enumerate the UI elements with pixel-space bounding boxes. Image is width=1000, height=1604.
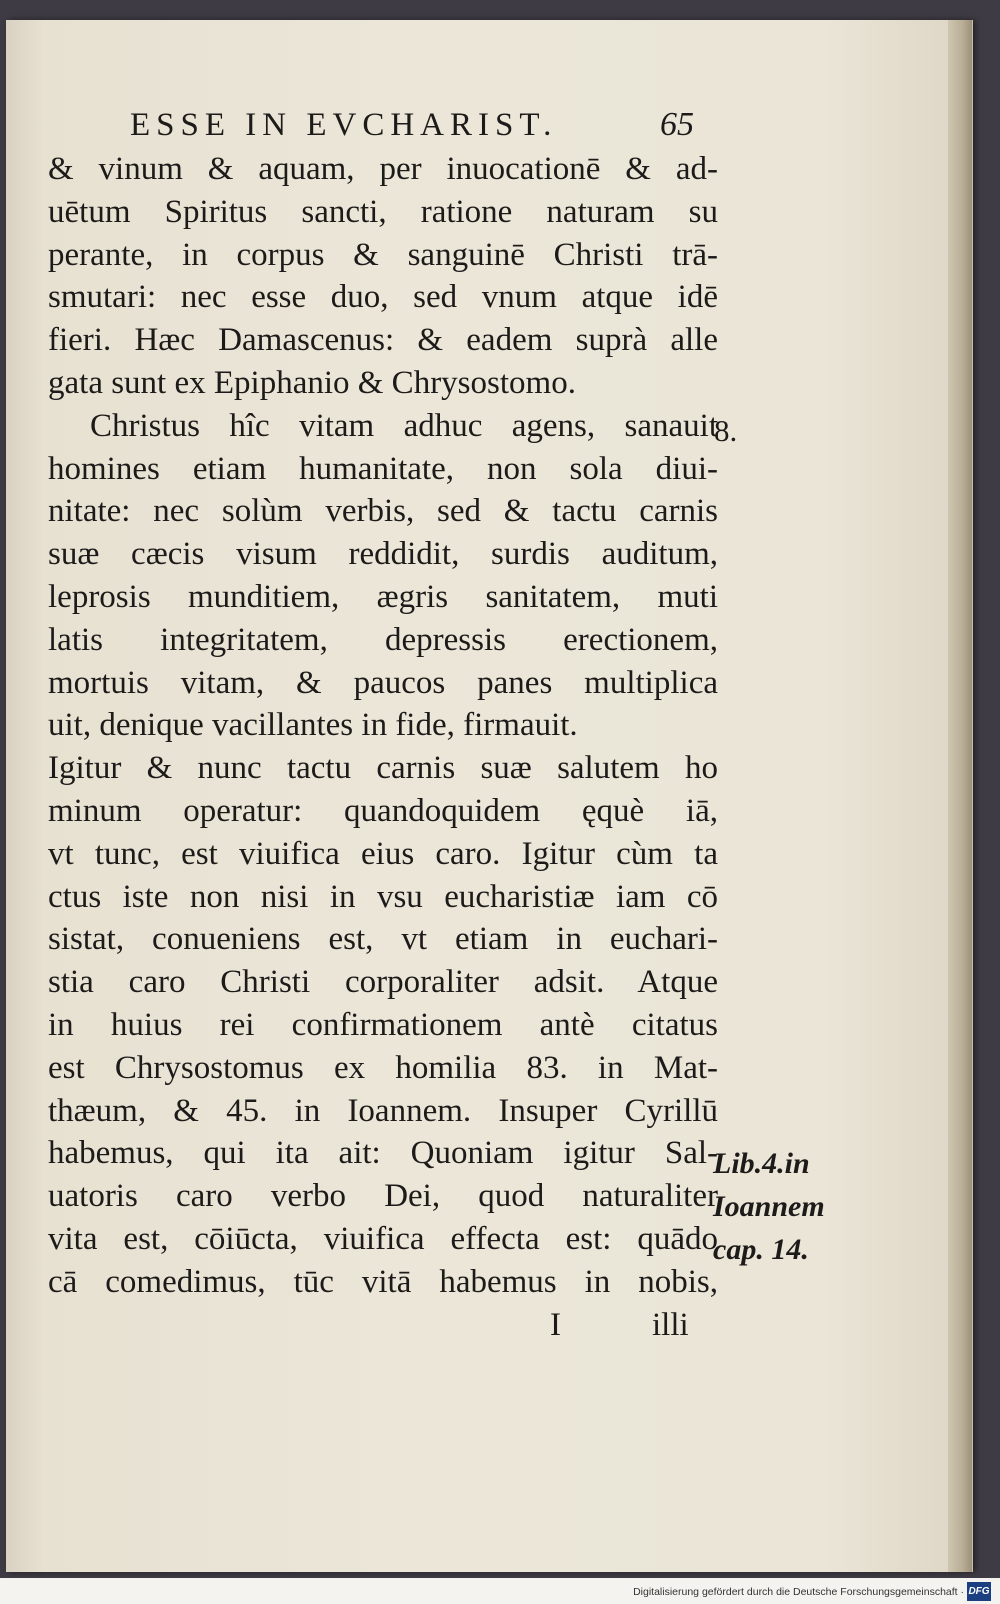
text-line: nitate: nec solùm verbis, sed & tactu carnis: [48, 493, 718, 530]
text-line: homines etiam humanitate, non sola diui-: [48, 450, 718, 487]
signature-mark: I: [550, 1306, 561, 1343]
text-line: perante, in corpus & sanguinē Christi trā-: [48, 236, 718, 273]
catch-line: [48, 1304, 718, 1347]
margin-note-line: Lib.4.in: [713, 1147, 810, 1180]
text-line: leprosis munditiem, ægris sanitatem, muti: [48, 578, 718, 615]
text-line: uatoris caro verbo Dei, quod naturaliter: [48, 1178, 718, 1215]
text-line: in huius rei confirmationem antè citatus: [48, 1006, 718, 1043]
section-number: 8.: [714, 413, 738, 448]
text-line: smutari: nec esse duo, sed vnum atque idē: [48, 279, 718, 316]
running-head: ESSE IN EVCHARIST.: [130, 107, 558, 143]
text-line: stia caro Christi corporaliter adsit. Atque: [48, 964, 718, 1001]
text-line: fieri. Hæc Damascenus: & eadem suprà alle: [48, 322, 718, 359]
text-line: latis integritatem, depressis erectionem,: [48, 621, 718, 658]
text-line: ctus iste non nisi in vsu eucharistiæ iam cō: [48, 878, 718, 915]
text-line: vita est, cōiūcta, viuifica effecta est: quādo: [48, 1220, 718, 1257]
dfg-logo: DFG: [967, 1582, 991, 1601]
text-line: mortuis vitam, & paucos panes multiplica: [48, 664, 718, 701]
text-line: Christus hîc vitam adhuc agens, sanauit: [90, 407, 718, 444]
page-number: 65: [660, 106, 694, 143]
margin-note-line: cap. 14.: [713, 1233, 809, 1266]
text-line: thæum, & 45. in Ioannem. Insuper Cyrillū: [48, 1092, 718, 1129]
text-line: uit, denique vacillantes in fide, firmauit.: [48, 707, 578, 744]
text-line: sistat, conueniens est, vt etiam in euchari-: [48, 921, 718, 958]
page-edge: [948, 20, 972, 1572]
text-line: suæ cæcis visum reddidit, surdis auditum,: [48, 536, 718, 573]
body-text: [48, 148, 718, 1346]
text-line: vt tunc, est viuifica eius caro. Igitur cùm ta: [48, 835, 718, 872]
text-line: minum operatur: quandoquidem ęquè iā,: [48, 792, 718, 829]
catchword: illi: [652, 1306, 689, 1343]
text-line: gata sunt ex Epiphanio & Chrysostomo.: [48, 364, 576, 401]
text-line: uētum Spiritus sancti, ratione naturam su: [48, 193, 718, 230]
footer-credit: Digitalisierung gefördert durch die Deutsche Forschungsgemeinschaft ·: [633, 1586, 964, 1598]
margin-note-line: Ioannem: [713, 1190, 825, 1223]
text-line: habemus, qui ita ait: Quoniam igitur Sal-: [48, 1135, 718, 1172]
text-line: & vinum & aquam, per inuocationē & ad-: [48, 151, 718, 187]
text-line: cā comedimus, tūc vitā habemus in nobis,: [48, 1263, 718, 1300]
text-line: est Chrysostomus ex homilia 83. in Mat-: [48, 1049, 718, 1086]
text-line: Igitur & nunc tactu carnis suæ salutem ho: [48, 750, 718, 787]
